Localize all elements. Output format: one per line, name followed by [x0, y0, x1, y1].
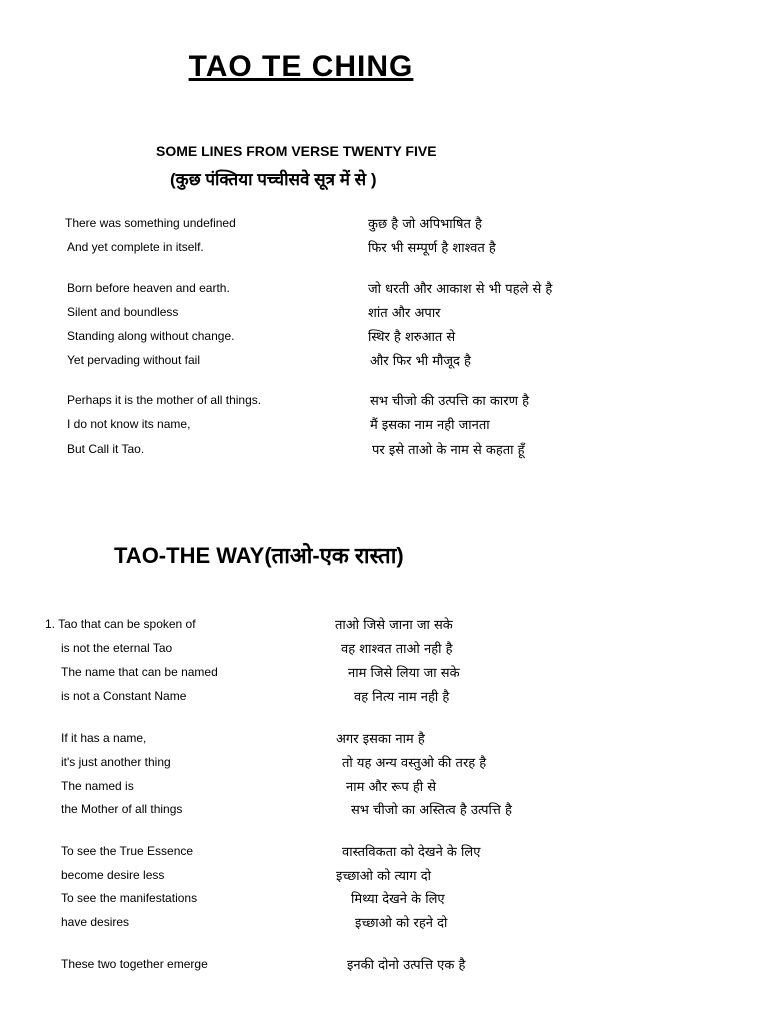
verse25-line-en: I do not know its name, [67, 417, 191, 431]
verse1-line-hi: अगर इसका नाम है [336, 732, 425, 747]
verse25-line-en: Born before heaven and earth. [67, 281, 230, 295]
verse1-line-hi: वह शाश्वत ताओ नही है [341, 642, 453, 657]
verse1-line-en: To see the True Essence [61, 844, 194, 858]
section-title: TAO-THE WAY(ताओ-एक रास्ता) [114, 543, 404, 568]
verse25-line-hi: स्थिर है शरुआत से [368, 330, 456, 345]
verse1-line-en: 1. Tao that can be spoken of [45, 617, 196, 631]
verse1-line-en: The name that can be named [61, 665, 218, 679]
verse1-line-en: To see the manifestations [61, 891, 198, 905]
verse1-line-hi: वास्तविकता को देखने के लिए [342, 845, 481, 860]
verse25-line-hi: शांत और अपार [368, 306, 441, 321]
verse25-line-hi: मैं इसका नाम नही जानता [370, 418, 490, 433]
verse1-line-en: is not the eternal Tao [61, 641, 173, 655]
verse-25-heading-hindi: (कुछ पंक्तिया पच्चीसवे सूत्र में से ) [170, 170, 377, 189]
verse25-line-hi: और फिर भी मौजूद है [370, 354, 471, 369]
verse1-line-hi: इच्छाओ को रहने दो [355, 916, 448, 931]
verse25-line-hi: कुछ है जो अपिभाषित है [368, 217, 482, 232]
verse1-line-en: it's just another thing [61, 755, 171, 769]
verse25-line-en: Yet pervading without fail [67, 353, 200, 367]
verse25-line-en: And yet complete in itself. [67, 240, 204, 254]
verse-25-heading: SOME LINES FROM VERSE TWENTY FIVE [156, 143, 437, 159]
verse1-line-en: If it has a name, [61, 731, 147, 745]
verse1-line-hi: नाम और रूप ही से [346, 780, 437, 795]
verse25-line-hi: जो धरती और आकाश से भी पहले से है [368, 282, 553, 297]
verse1-line-hi: तो यह अन्य वस्तुओ की तरह है [342, 756, 487, 771]
verse25-line-en: But Call it Tao. [67, 442, 145, 456]
verse1-line-hi: इनकी दोनो उत्पत्ति एक है [347, 958, 466, 973]
verse1-line-hi: इच्छाओ को त्याग दो [336, 869, 431, 884]
verse25-line-hi: पर इसे ताओ के नाम से कहता हूँ [372, 443, 525, 458]
verse25-line-en: There was something undefined [65, 216, 236, 230]
page-title: TAO TE CHING [188, 50, 414, 83]
verse1-line-en: These two together emerge [61, 957, 208, 971]
verse25-line-en: Silent and boundless [67, 305, 179, 319]
verse1-line-en: the Mother of all things [61, 802, 183, 816]
verse1-line-hi: सभ चीजो का अस्तित्व है उत्पत्ति है [351, 803, 512, 818]
verse1-line-hi: नाम जिसे लिया जा सके [348, 666, 460, 681]
verse1-line-hi: ताओ जिसे जाना जा सके [335, 618, 453, 633]
verse1-line-en: have desires [61, 915, 130, 929]
verse25-line-hi: सभ चीजो की उत्पत्ति का कारण है [370, 394, 530, 409]
verse25-line-hi: फिर भी सम्पूर्ण है शाश्वत है [368, 241, 496, 256]
verse1-line-en: is not a Constant Name [61, 689, 187, 703]
verse1-line-hi: वह नित्य नाम नही है [354, 690, 450, 705]
verse1-line-en: The named is [61, 779, 134, 793]
verse25-line-en: Perhaps it is the mother of all things. [67, 393, 262, 407]
verse1-line-hi: मिथ्या देखने के लिए [351, 892, 445, 907]
verse1-line-en: become desire less [61, 868, 165, 882]
verse25-line-en: Standing along without change. [67, 329, 235, 343]
